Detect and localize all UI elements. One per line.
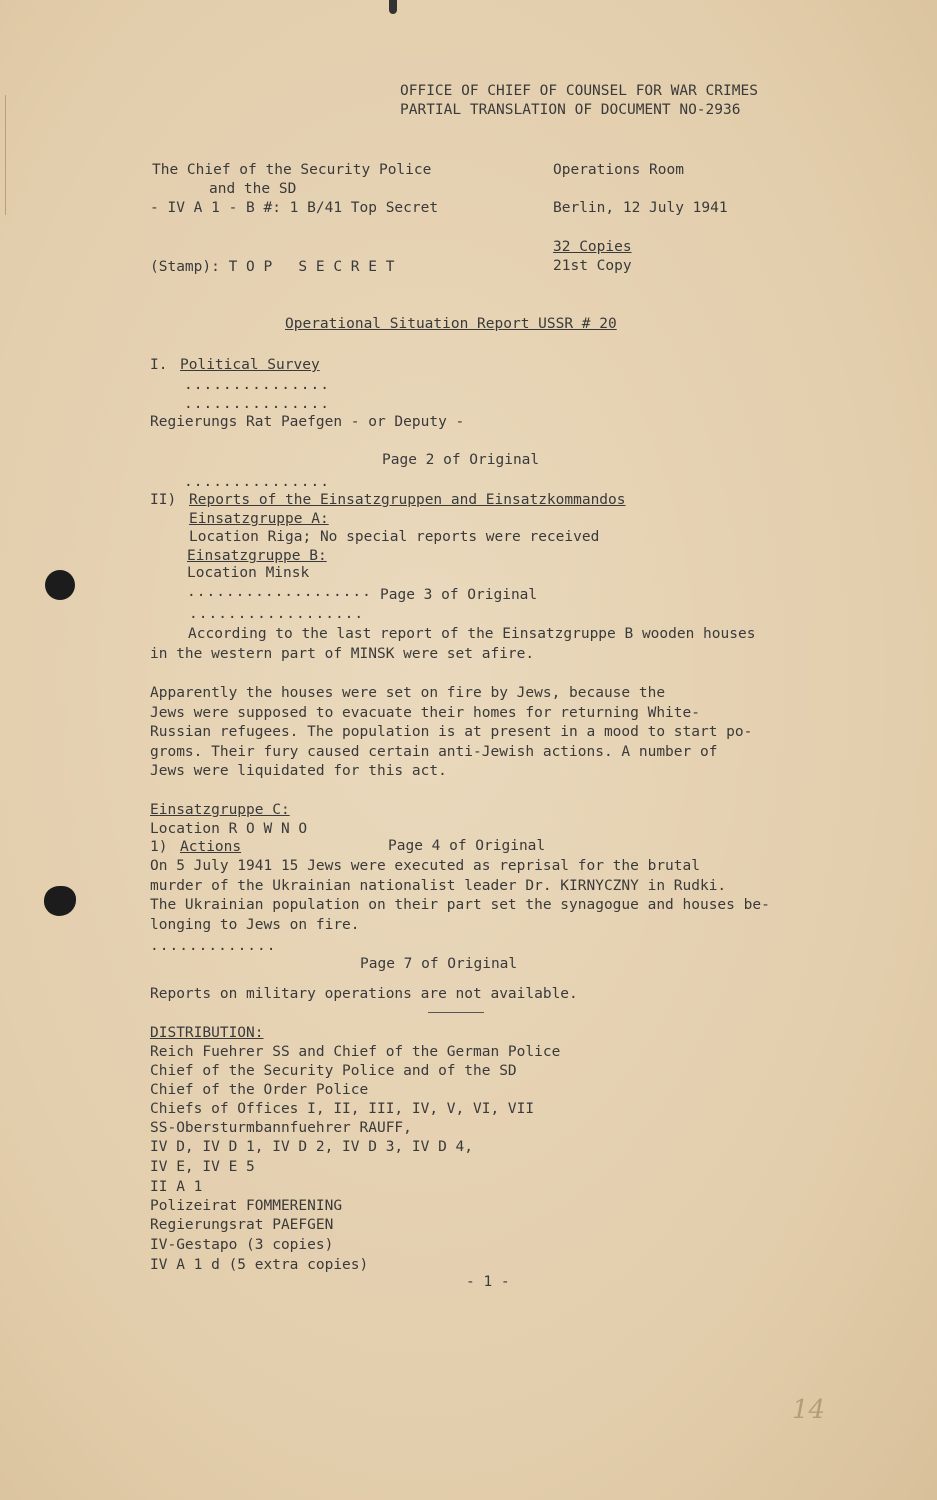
distribution-item: Reich Fuehrer SS and Chief of the German Police — [150, 1044, 561, 1060]
ellipsis-line: ................... — [187, 584, 372, 600]
pogrom-paragraph: Apparently the houses were set on fire by Jews, because the Jews were supposed to evacuate their homes for returning White- Russian refugees. The population is at present in a mood to start po- groms. Their fury caused certain anti-Jewish actions. A number of Jews were liquidated for this act. — [150, 685, 753, 779]
document-date: Berlin, 12 July 1941 — [553, 200, 728, 216]
section-2-number: II) — [150, 492, 177, 508]
operations-room: Operations Room — [553, 162, 684, 178]
sender-line-2: and the SD — [209, 181, 297, 197]
distribution-item: IV A 1 d (5 extra copies) — [150, 1257, 369, 1273]
military-operations-note: Reports on military operations are not available. — [150, 986, 578, 1002]
page-reference: Page 4 of Original — [388, 838, 546, 854]
einsatzgruppe-b-heading: Einsatzgruppe B: — [187, 548, 327, 564]
ellipsis-line: ............... — [184, 377, 330, 393]
einsatzgruppe-b-location: Location Minsk — [187, 565, 310, 581]
distribution-item: Chief of the Security Police and of the SD — [150, 1063, 517, 1079]
einsatzgruppe-c-location: Location R O W N O — [150, 821, 308, 837]
distribution-item: IV D, IV D 1, IV D 2, IV D 3, IV D 4, — [150, 1139, 474, 1155]
rudki-paragraph: On 5 July 1941 15 Jews were executed as reprisal for the brutal murder of the Ukrainian nationalist leader Dr. KIRNYCZNY in Rudki. The Ukrainian population on their part set the synagogue and houses be- longing to Jews on fire. — [150, 858, 770, 933]
divider-line — [428, 1012, 484, 1013]
copies-count: 32 Copies — [553, 239, 632, 255]
margin-pencil-note: 14 — [792, 1395, 826, 1425]
secret-stamp: (Stamp): T O P S E C R E T — [150, 259, 395, 275]
punch-hole — [44, 886, 76, 916]
signatory-line: Regierungs Rat Paefgen - or Deputy - — [150, 414, 465, 430]
distribution-item: SS-Obersturmbannfuehrer RAUFF, — [150, 1120, 412, 1136]
ellipsis-line: .................. — [189, 606, 365, 622]
distribution-item: Chiefs of Offices I, II, III, IV, V, VI, VII — [150, 1101, 535, 1117]
section-1-heading: Political Survey — [180, 357, 320, 373]
page-reference: Page 7 of Original — [360, 956, 518, 972]
actions-number: 1) — [150, 839, 168, 855]
ellipsis-line: ............... — [184, 396, 330, 412]
section-2-heading: Reports of the Einsatzgruppen and Einsatzkommandos — [189, 492, 626, 508]
ellipsis-line: ............... — [184, 474, 330, 490]
sender-line-1: The Chief of the Security Police — [152, 162, 432, 178]
margin-crease — [5, 95, 6, 215]
page-reference: Page 3 of Original — [380, 587, 538, 603]
einsatzgruppe-a-location: Location Riga; No special reports were received — [189, 529, 600, 545]
copy-number: 21st Copy — [553, 258, 632, 274]
page-number: - 1 - — [466, 1274, 510, 1290]
header-office: OFFICE OF CHIEF OF COUNSEL FOR WAR CRIMES — [400, 83, 758, 99]
minsk-paragraph: According to the last report of the Einsatzgruppe B wooden houses in the western part of MINSK were set afire. — [150, 626, 756, 662]
actions-heading: Actions — [180, 839, 242, 855]
punch-hole — [45, 570, 75, 600]
header-translation: PARTIAL TRANSLATION OF DOCUMENT NO-2936 — [400, 102, 741, 118]
distribution-heading: DISTRIBUTION: — [150, 1025, 264, 1041]
section-1-number: I. — [150, 357, 168, 373]
distribution-item: IV E, IV E 5 — [150, 1159, 255, 1175]
distribution-item: Regierungsrat PAEFGEN — [150, 1217, 334, 1233]
sender-reference: - IV A 1 - B #: 1 B/41 Top Secret — [150, 200, 439, 216]
distribution-item: Chief of the Order Police — [150, 1082, 369, 1098]
distribution-item: Polizeirat FOMMERENING — [150, 1198, 343, 1214]
binder-tack — [389, 0, 397, 14]
report-title: Operational Situation Report USSR # 20 — [285, 316, 617, 332]
distribution-item: II A 1 — [150, 1179, 203, 1195]
distribution-item: IV-Gestapo (3 copies) — [150, 1237, 334, 1253]
page-reference: Page 2 of Original — [382, 452, 540, 468]
einsatzgruppe-c-heading: Einsatzgruppe C: — [150, 802, 290, 818]
ellipsis-line: ............. — [150, 938, 277, 954]
einsatzgruppe-a-heading: Einsatzgruppe A: — [189, 511, 329, 527]
